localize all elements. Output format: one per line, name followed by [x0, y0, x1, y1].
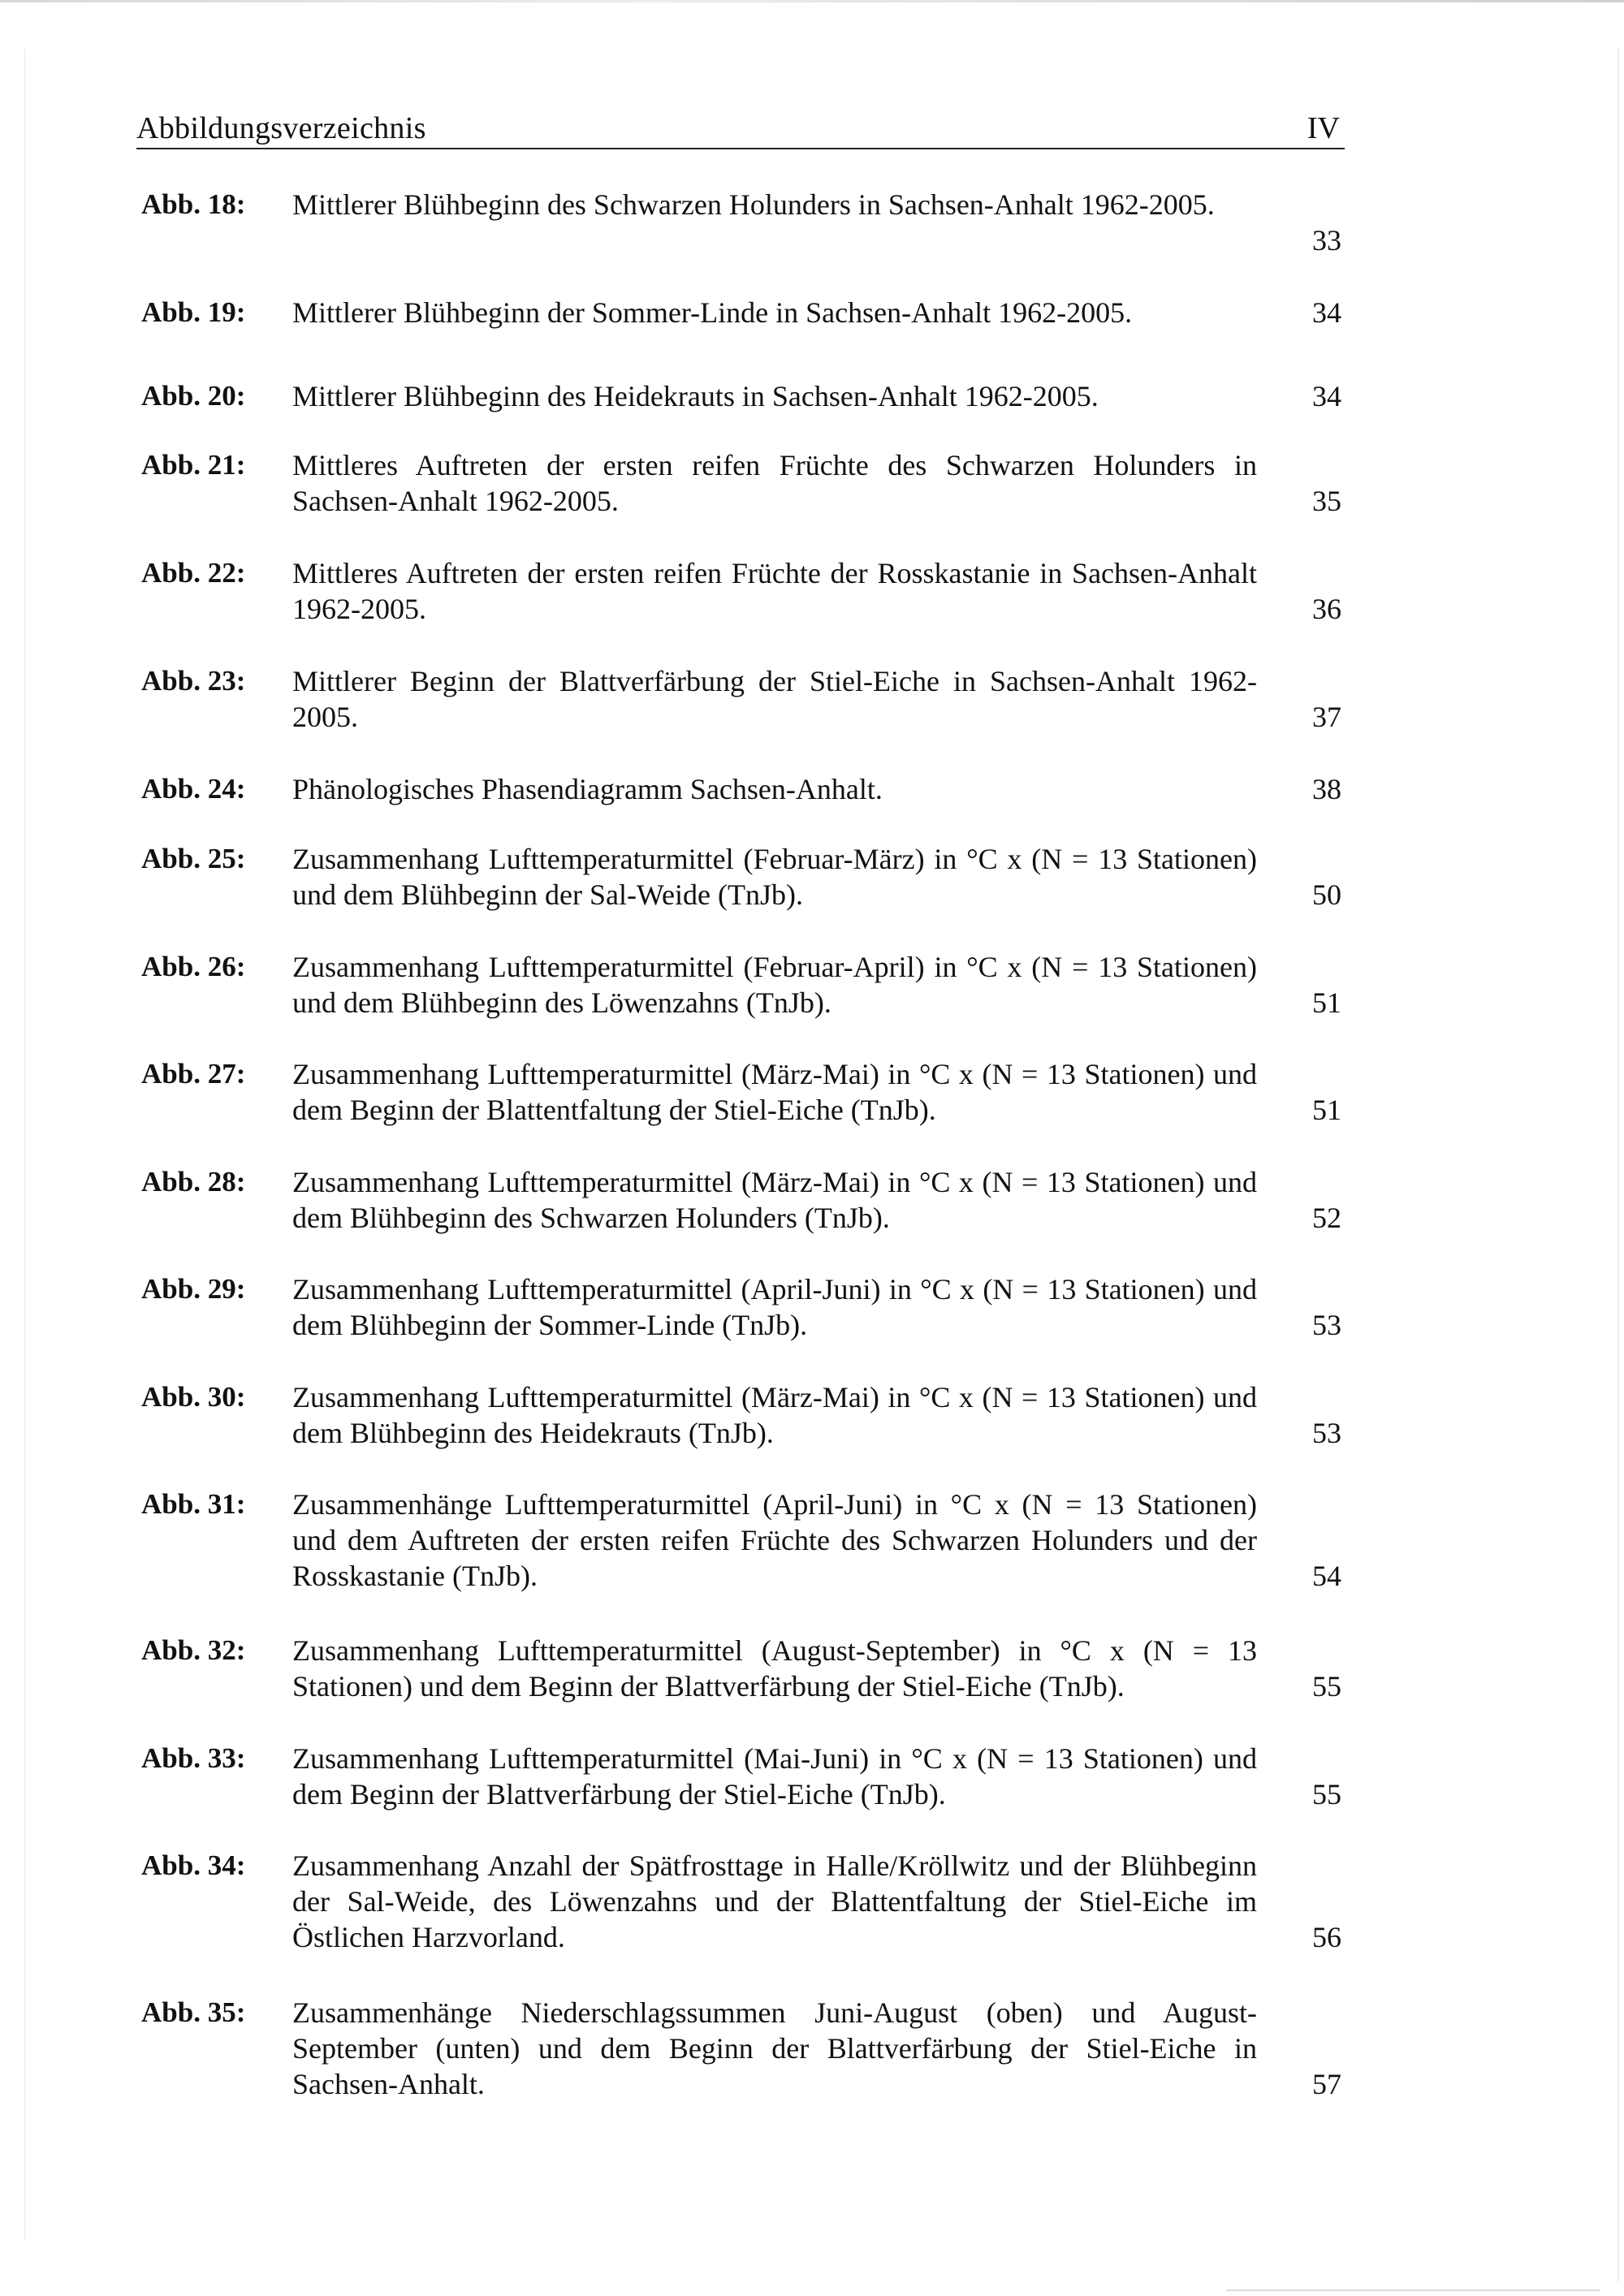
figure-page-number: 34: [1312, 296, 1341, 329]
figure-entry: [136, 1848, 1345, 1955]
figure-page-number: 53: [1312, 1309, 1341, 1341]
figure-label: Abb. 32:: [141, 1634, 246, 1666]
figure-page-number: 51: [1312, 1094, 1341, 1126]
figure-caption: Zusammenhang Lufttemperaturmittel (August-September) in °C x (N = 13 Stationen) und dem Beginn der Blattverfärbung der Stiel-Eiche (TnJb).: [292, 1634, 1257, 1703]
figure-caption: Zusammenhänge Niederschlagssummen Juni-August (oben) und August-September (unten) und dem Beginn der Blattverfärbung der Stiel-Eiche in Sachsen-Anhalt.: [292, 1996, 1257, 2100]
figure-caption: Zusammenhang Lufttemperaturmittel (Februar-April) in °C x (N = 13 Stationen) und dem Blühbeginn des Löwenzahns (TnJb).: [292, 951, 1257, 1019]
scan-border-bottom: [1226, 2290, 1600, 2291]
figure-page-number: 50: [1312, 878, 1341, 911]
figure-page-number: 52: [1312, 1202, 1341, 1234]
figure-caption: Mittlerer Blühbeginn des Schwarzen Holunders in Sachsen-Anhalt 1962-2005.: [292, 188, 1215, 221]
figure-label: Abb. 25:: [141, 843, 246, 874]
figure-label: Abb. 24:: [141, 773, 246, 805]
header-title: Abbildungsverzeichnis: [136, 111, 426, 145]
figure-page-number: 33: [1312, 224, 1341, 257]
figure-caption: Zusammenhang Lufttemperaturmittel (Mai-Juni) in °C x (N = 13 Stationen) und dem Beginn der Blattverfärbung der Stiel-Eiche (TnJb).: [292, 1742, 1257, 1810]
figure-caption: Zusammenhang Lufttemperaturmittel (März-Mai) in °C x (N = 13 Stationen) und dem Blühbeginn des Schwarzen Holunders (TnJb).: [292, 1166, 1257, 1234]
figure-caption: Mittlerer Beginn der Blattverfärbung der Stiel-Eiche in Sachsen-Anhalt 1962-2005.: [292, 665, 1257, 733]
figure-label: Abb. 18:: [141, 188, 246, 220]
figure-page-number: 51: [1312, 986, 1341, 1019]
figure-entry: [136, 1379, 1345, 1451]
scan-border-left: [24, 49, 25, 2241]
figure-entry: [136, 1056, 1345, 1128]
running-header: [136, 107, 1345, 149]
figure-entry: [136, 1487, 1345, 1594]
figure-caption: Mittleres Auftreten der ersten reifen Früchte der Rosskastanie in Sachsen-Anhalt 1962-2005.: [292, 557, 1257, 625]
figure-entry: [136, 1271, 1345, 1343]
figure-page-number: 34: [1312, 380, 1341, 412]
figure-label: Abb. 35:: [141, 1996, 246, 2028]
figure-entry: [136, 447, 1345, 519]
figure-label: Abb. 31:: [141, 1488, 246, 1520]
figure-caption: Zusammenhang Lufttemperaturmittel (April-Juni) in °C x (N = 13 Stationen) und dem Blühbeginn der Sommer-Linde (TnJb).: [292, 1273, 1257, 1341]
header-page-number: IV: [1307, 111, 1340, 145]
figure-caption: Zusammenhänge Lufttemperaturmittel (April-Juni) in °C x (N = 13 Stationen) und dem Auftreten der ersten reifen Früchte des Schwarzen Holunders und der Rosskastanie (TnJb).: [292, 1488, 1257, 1592]
figure-page-number: 53: [1312, 1417, 1341, 1449]
figure-page-number: 35: [1312, 485, 1341, 517]
figure-page-number: 37: [1312, 701, 1341, 733]
scan-border-top: [0, 0, 1624, 2]
figure-entry: [136, 663, 1345, 735]
figure-entry: [136, 295, 1345, 330]
figure-caption: Mittlerer Blühbeginn der Sommer-Linde in Sachsen-Anhalt 1962-2005.: [292, 296, 1133, 329]
figure-entry: [136, 555, 1345, 627]
figure-label: Abb. 19:: [141, 296, 246, 328]
figure-caption: Phänologisches Phasendiagramm Sachsen-Anhalt.: [292, 773, 883, 805]
figure-page-number: 54: [1312, 1560, 1341, 1592]
figure-label: Abb. 28:: [141, 1166, 246, 1198]
figure-caption: Zusammenhang Lufttemperaturmittel (März-Mai) in °C x (N = 13 Stationen) und dem Beginn der Blattentfaltung der Stiel-Eiche (TnJb).: [292, 1058, 1257, 1126]
figure-caption: Zusammenhang Anzahl der Spätfrosttage in Halle/Kröllwitz und der Blühbeginn der Sal-Weide, des Löwenzahns und der Blattentfaltung der Stiel-Eiche im Östlichen Harzvorland.: [292, 1849, 1257, 1953]
figure-entry: [136, 1995, 1345, 2102]
figure-label: Abb. 21:: [141, 449, 246, 481]
figure-caption: Zusammenhang Lufttemperaturmittel (Februar-März) in °C x (N = 13 Stationen) und dem Blühbeginn der Sal-Weide (TnJb).: [292, 843, 1257, 911]
figure-label: Abb. 26:: [141, 951, 246, 982]
figure-page-number: 55: [1312, 1778, 1341, 1810]
figure-page-number: 57: [1312, 2068, 1341, 2100]
figure-caption: Mittleres Auftreten der ersten reifen Früchte des Schwarzen Holunders in Sachsen-Anhalt 1962-2005.: [292, 449, 1257, 517]
figure-page-number: 55: [1312, 1670, 1341, 1703]
figure-label: Abb. 22:: [141, 557, 246, 589]
figure-label: Abb. 20:: [141, 380, 246, 412]
figure-entry: [136, 1741, 1345, 1812]
figure-page-number: 56: [1312, 1921, 1341, 1953]
figure-label: Abb. 23:: [141, 665, 246, 697]
figure-entry: [136, 378, 1345, 414]
figure-caption: Zusammenhang Lufttemperaturmittel (März-Mai) in °C x (N = 13 Stationen) und dem Blühbeginn des Heidekrauts (TnJb).: [292, 1381, 1257, 1449]
figure-entry: [136, 1633, 1345, 1704]
figure-label: Abb. 30:: [141, 1381, 246, 1413]
figure-entry: [136, 771, 1345, 807]
figure-entry: [136, 187, 1345, 258]
figure-page-number: 36: [1312, 593, 1341, 625]
figure-label: Abb. 29:: [141, 1273, 246, 1305]
figure-entry: [136, 949, 1345, 1021]
figure-label: Abb. 27:: [141, 1058, 246, 1090]
figure-caption: Mittlerer Blühbeginn des Heidekrauts in Sachsen-Anhalt 1962-2005.: [292, 380, 1099, 412]
figure-label: Abb. 33:: [141, 1742, 246, 1774]
figure-page-number: 38: [1312, 773, 1341, 805]
figure-entry: [136, 1164, 1345, 1236]
scan-border-right: [1618, 49, 1619, 2281]
figure-entry: [136, 841, 1345, 913]
figure-label: Abb. 34:: [141, 1849, 246, 1881]
